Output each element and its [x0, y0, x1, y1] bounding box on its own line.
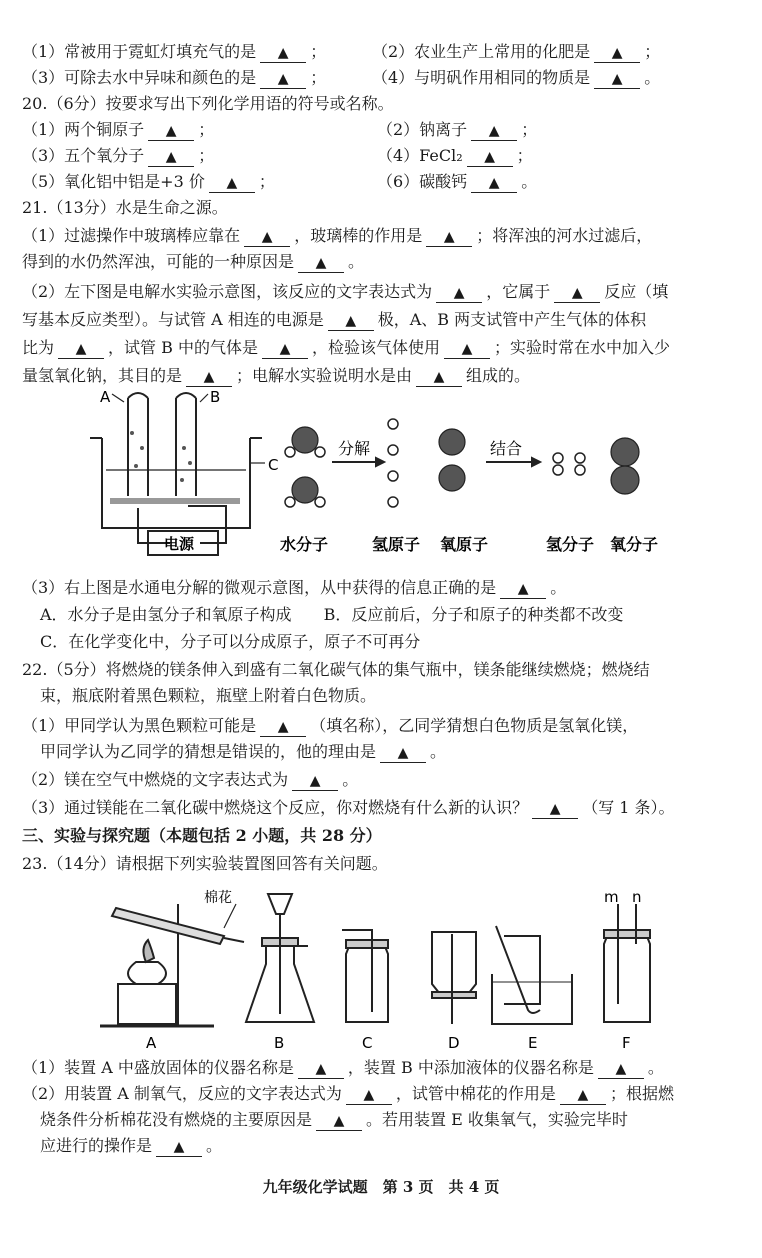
- answer-blank[interactable]: [292, 771, 338, 791]
- answer-blank[interactable]: [598, 1059, 644, 1079]
- cotton-label: 棉花: [204, 890, 232, 906]
- answer-blank[interactable]: [554, 283, 600, 303]
- q23-p2-line1: （2）用装置 A 制氧气，反应的文字表达式为▲ ，试管中棉花的作用是▲ ；根据燃: [22, 1084, 674, 1105]
- q22-p2: （2）镁在空气中燃烧的文字表达式为▲ 。: [22, 770, 358, 791]
- answer-blank[interactable]: [244, 227, 290, 247]
- answer-blank[interactable]: [148, 147, 194, 167]
- apparatus-d-label: D: [448, 1034, 460, 1052]
- q21-option-c: C．在化学变化中，分子可以分成原子，原子不可再分: [40, 632, 421, 651]
- q21-p3: （3）右上图是水通电分解的微观示意图，从中获得的信息正确的是▲ 。: [22, 578, 566, 599]
- q19-line2: （3）可除去水中异味和颜色的是▲ ； （4）与明矾作用相同的物质是▲ 。: [22, 68, 326, 89]
- combine-label: 结合: [490, 439, 523, 458]
- q21-p2-line4: 量氢氧化钠，其目的是▲ ；电解水实验说明水是由▲ 组成的。: [22, 366, 530, 387]
- decompose-label: 分解: [338, 439, 371, 458]
- q21-option-ab: A．水分子是由氢分子和氧原子构成 B．反应前后，分子和原子的种类都不改变: [40, 605, 624, 624]
- answer-blank[interactable]: [500, 579, 546, 599]
- answer-blank[interactable]: [298, 1059, 344, 1079]
- q21-p2-line1: （2）左下图是电解水实验示意图，该反应的文字表达式为▲ ，它属于▲ 反应（填: [22, 282, 668, 303]
- q23-p2-line3: 应进行的操作是▲ 。: [40, 1136, 222, 1157]
- answer-blank[interactable]: [156, 1137, 202, 1157]
- apparatus-b-label: B: [274, 1034, 285, 1052]
- answer-blank[interactable]: [148, 121, 194, 141]
- answer-blank[interactable]: [58, 339, 104, 359]
- power-label: 电源: [164, 535, 195, 553]
- apparatus-a-label: A: [146, 1034, 157, 1052]
- answer-blank[interactable]: [346, 1085, 392, 1105]
- q22-title-2: 束，瓶底附着黑色颗粒，瓶壁上附着白色物质。: [40, 686, 377, 705]
- q22-p1-line1: （1）甲同学认为黑色颗粒可能是▲ （填名称），乙同学猜想白色物质是氢氧化镁，: [22, 716, 638, 737]
- q22-p1-line2: 甲同学认为乙同学的猜想是错误的，他的理由是▲ 。: [40, 742, 446, 763]
- answer-blank[interactable]: [260, 717, 306, 737]
- apparatus-c-label: C: [362, 1034, 373, 1052]
- answer-blank[interactable]: [260, 43, 306, 63]
- q20-line3: （5）氧化铝中铝是+3 价▲ ； （6）碳酸钙▲ 。: [22, 172, 275, 193]
- answer-blank[interactable]: [380, 743, 426, 763]
- hydrogen-atom-caption: 氢原子: [372, 535, 421, 554]
- answer-blank[interactable]: [444, 339, 490, 359]
- q21-p2-line2: 写基本反应类型）。与试管 A 相连的电源是▲ 极，A、B 两支试管中产生气体的体积: [22, 310, 646, 331]
- answer-blank[interactable]: [560, 1085, 606, 1105]
- answer-blank[interactable]: [186, 367, 232, 387]
- answer-blank[interactable]: [298, 253, 344, 273]
- answer-blank[interactable]: [328, 311, 374, 331]
- answer-blank[interactable]: [436, 283, 482, 303]
- section-3-heading: 三、实验与探究题（本题包括 2 小题，共 28 分）: [22, 826, 382, 845]
- q23-title: 23.（14分）请根据下列实验装置图回答有关问题。: [22, 854, 388, 873]
- answer-blank[interactable]: [471, 121, 517, 141]
- q20-line2: （3）五个氧分子▲ ； （4）FeCl₂▲ ；: [22, 146, 214, 167]
- answer-blank[interactable]: [594, 69, 640, 89]
- q23-p1: （1）装置 A 中盛放固体的仪器名称是▲ ，装置 B 中添加液体的仪器名称是▲ 。: [22, 1058, 664, 1079]
- answer-blank[interactable]: [260, 69, 306, 89]
- q22-p3: （3）通过镁能在二氧化碳中燃烧这个反应，你对燃烧有什么新的认识？▲ （写 1 条）。: [22, 798, 675, 819]
- answer-blank[interactable]: [316, 1111, 362, 1131]
- port-m-label: m: [604, 888, 619, 906]
- answer-blank[interactable]: [467, 147, 513, 167]
- q19-line1: （1）常被用于霓虹灯填充气的是▲ ； （2）农业生产上常用的化肥是▲ ；: [22, 42, 326, 63]
- answer-blank[interactable]: [209, 173, 255, 193]
- apparatus-e-label: E: [528, 1034, 538, 1052]
- q23-p2-line2: 烧条件分析棉花没有燃烧的主要原因是▲ 。若用装置 E 收集氧气，实验完毕时: [40, 1110, 628, 1131]
- answer-blank[interactable]: [262, 339, 308, 359]
- water-decomposition-micro-figure: [280, 412, 700, 562]
- hydrogen-molecule-caption: 氢分子: [546, 535, 595, 554]
- oxygen-molecule-caption: 氧分子: [610, 535, 659, 554]
- electrolysis-apparatus-figure: [80, 388, 280, 568]
- answer-blank[interactable]: [426, 227, 472, 247]
- q21-p1-line1: （1）过滤操作中玻璃棒应靠在▲ ，玻璃棒的作用是▲ ；将浑浊的河水过滤后，: [22, 226, 652, 247]
- label-a: A: [100, 388, 111, 406]
- lab-apparatus-figure: [96, 884, 676, 1054]
- q20-title: 20.（6分）按要求写出下列化学用语的符号或名称。: [22, 94, 394, 113]
- apparatus-f-label: F: [622, 1034, 631, 1052]
- water-molecule-caption: 水分子: [280, 535, 329, 554]
- port-n-label: n: [632, 888, 642, 906]
- q21-p2-line3: 比为▲ ，试管 B 中的气体是▲ ，检验该气体使用▲ ；实验时常在水中加入少: [22, 338, 670, 359]
- label-c: C: [268, 456, 279, 474]
- answer-blank[interactable]: [594, 43, 640, 63]
- q22-title-1: 22.（5分）将燃烧的镁条伸入到盛有二氧化碳气体的集气瓶中，镁条能继续燃烧；燃烧结: [22, 660, 650, 679]
- q20-line1: （1）两个铜原子▲ ； （2）钠离子▲ ；: [22, 120, 214, 141]
- label-b: B: [210, 388, 221, 406]
- answer-blank[interactable]: [532, 799, 578, 819]
- oxygen-atom-caption: 氧原子: [440, 535, 489, 554]
- q21-p1-line2: 得到的水仍然浑浊，可能的一种原因是▲ 。: [22, 252, 364, 273]
- page-footer: 九年级化学试题 第 3 页 共 4 页: [262, 1178, 500, 1196]
- answer-blank[interactable]: [471, 173, 517, 193]
- answer-blank[interactable]: [416, 367, 462, 387]
- q21-title: 21.（13分）水是生命之源。: [22, 198, 228, 217]
